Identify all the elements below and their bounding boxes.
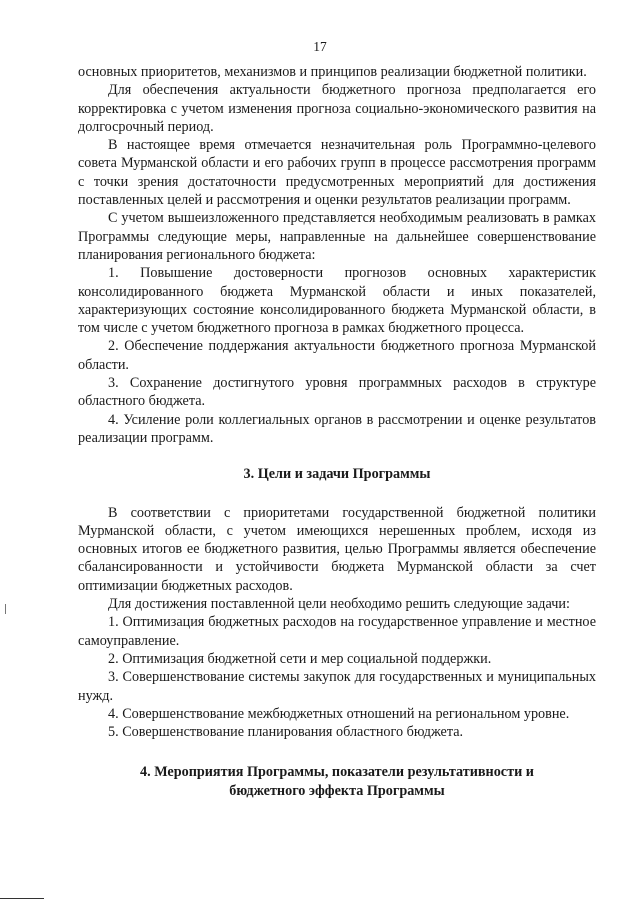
task-item-1: 1. Оптимизация бюджетных расходов на государственное управление и местное самоуправление. — [78, 614, 596, 649]
section-3-heading: 3. Цели и задачи Программы — [243, 466, 431, 483]
page-number: 17 — [313, 39, 327, 54]
margin-mark — [5, 604, 6, 614]
section-4-heading-line-2: бюджетного эффекта Программы — [229, 782, 445, 799]
paragraph-council-role: В настоящее время отмечается незначительная роль Программно-целевого совета Мурманской области и его рабочих групп в процессе рассмотрения программ с точки зрения достаточности предусмотренных мероприятий для достижения поставленных целей и рассмотрения и оценки результатов реализации программ. — [78, 137, 596, 209]
task-item-5: 5. Совершенствование планирования областного бюджета. — [108, 724, 464, 741]
paragraph-measures-intro: С учетом вышеизложенного представляется необходимым реализовать в рамках Программы следующие меры, направленные на дальнейшее совершенствование планирования регионального бюджета: — [78, 210, 596, 263]
document-body — [78, 63, 596, 800]
section-4-heading — [78, 763, 596, 800]
measure-item-1: 1. Повышение достоверности прогнозов основных характеристик консолидированного бюджета Мурманской области и иных показателей, характеризующих состояние консолидированного бюджета Мурманской области, в том числе с учетом бюджетного прогноза в рамках бюджетного процесса. — [78, 265, 596, 337]
paragraph-forecast-adjustment: Для обеспечения актуальности бюджетного прогноза предполагается его корректировка с учетом изменения прогноза социально-экономического развития на долгосрочный период. — [78, 82, 596, 135]
task-item-4: 4. Совершенствование межбюджетных отношений на региональном уровне. — [108, 705, 570, 722]
measure-item-3: 3. Сохранение достигнутого уровня программных расходов в структуре областного бюджета. — [78, 375, 596, 410]
paragraph-program-goal: В соответствии с приоритетами государственной бюджетной политики Мурманской области, с учетом имеющихся нерешенных проблем, исходя из основных итогов ее бюджетного развития, целью Программы является обеспечение сбалансированности и устойчивости бюджета Мурманской области за счет оптимизации бюджетных расходов. — [78, 504, 596, 594]
paragraph-continuation: основных приоритетов, механизмов и принципов реализации бюджетной политики. — [78, 64, 587, 80]
footer-rule — [0, 898, 44, 899]
paragraph-tasks-intro: Для достижения поставленной цели необходимо решить следующие задачи: — [108, 596, 570, 613]
measure-item-4: 4. Усиление роли коллегиальных органов в рассмотрении и оценке результатов реализации программ. — [78, 411, 596, 446]
section-4-heading-line-1: 4. Мероприятия Программы, показатели результативности и — [140, 764, 534, 781]
task-item-2: 2. Оптимизация бюджетной сети и мер социальной поддержки. — [108, 650, 492, 667]
task-item-3: 3. Совершенствование системы закупок для государственных и муниципальных нужд. — [78, 669, 596, 704]
measure-item-2: 2. Обеспечение поддержания актуальности бюджетного прогноза Мурманской области. — [78, 338, 596, 373]
